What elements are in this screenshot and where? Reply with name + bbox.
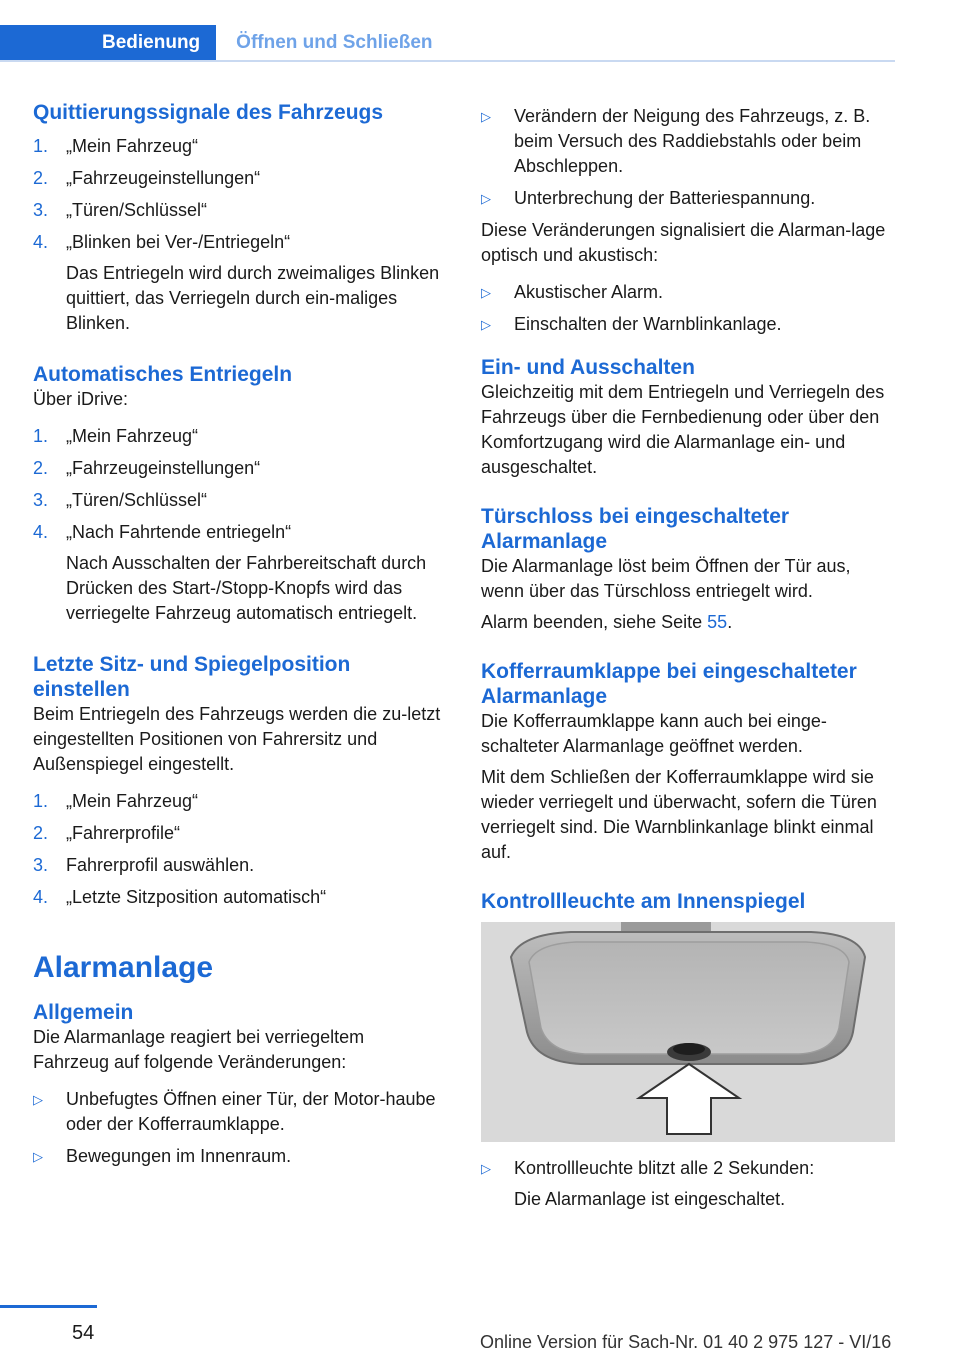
section-title: Kontrollleuchte am Innenspiegel: [481, 890, 806, 913]
list-item: 1. „Mein Fahrzeug“: [33, 791, 199, 811]
triangle-bullet-icon: ▷: [33, 1092, 43, 1107]
page-link[interactable]: 55: [707, 612, 728, 632]
list-item: 4. „Nach Fahrtende entriegeln“ Nach Ausschalten der Fahrbereitschaft durch Drücken des Start-/Stopp-Knopfs wird das verriegelte Fahrzeug automatisch entriegelt.: [33, 520, 443, 626]
mirror-illustration: [481, 922, 895, 1142]
list-item: ▷ Verändern der Neigung des Fahrzeugs, z. B. beim Versuch des Raddiebstahls oder beim Abschleppen.: [481, 106, 871, 176]
tab-bedienung[interactable]: Bedienung: [0, 25, 216, 61]
section-title: Letzte Sitz- und Spiegelposition einstellen: [33, 653, 351, 701]
bullet-list: [33, 1087, 443, 1169]
right-column: [481, 104, 895, 1219]
paragraph: Die Alarmanlage löst beim Öffnen der Tür aus, wenn über das Türschloss entriegelt wird.: [481, 556, 851, 601]
numbered-list: [33, 134, 443, 336]
list-item: ▷ Bewegungen im Innenraum.: [33, 1144, 443, 1169]
left-column: [33, 100, 443, 1176]
triangle-bullet-icon: ▷: [481, 109, 491, 124]
section-title: Quittierungssignale des Fahrzeugs: [33, 101, 384, 124]
bullet-list: [481, 1156, 895, 1212]
section-intro: Die Alarmanlage reagiert bei verriegeltem Fahrzeug auf folgende Veränderungen:: [33, 1027, 365, 1072]
triangle-bullet-icon: ▷: [481, 317, 491, 332]
bullet-list: [481, 104, 895, 211]
list-item: ▷ Kontrollleuchte blitzt alle 2 Sekunden: Die Alarmanlage ist eingeschaltet.: [481, 1156, 895, 1212]
list-item: 3. „Türen/Schlüssel“: [33, 200, 208, 220]
triangle-bullet-icon: ▷: [481, 285, 491, 300]
list-item: 2. „Fahrzeugeinstellungen“: [33, 458, 261, 478]
section-title: Automatisches Entriegeln: [33, 363, 293, 386]
section-title: Türschloss bei eingeschalteter Alarmanlage: [481, 505, 790, 553]
section-title: Kofferraumklappe bei eingeschalteter Alarmanlage: [481, 660, 857, 708]
list-item: 1. „Mein Fahrzeug“: [33, 136, 199, 156]
list-item: 2. „Fahrzeugeinstellungen“: [33, 168, 261, 188]
page-number: 54: [72, 1322, 95, 1344]
paragraph: Diese Veränderungen signalisiert die Alarman-lage optisch und akustisch:: [481, 220, 886, 265]
list-item: 4. „Letzte Sitzposition automatisch“: [33, 887, 327, 907]
paragraph: Gleichzeitig mit dem Entriegeln und Verriegeln des Fahrzeugs über die Fernbedienung oder über den Komfortzugang wird die Alarmanlage ein- und ausgeschaltet.: [481, 382, 885, 477]
header-divider: [0, 60, 895, 62]
header-tabs: [0, 25, 453, 61]
chapter-title: Alarmanlage: [33, 951, 214, 984]
triangle-bullet-icon: ▷: [481, 191, 491, 206]
footer-divider: [0, 1305, 97, 1308]
paragraph: Die Kofferraumklappe kann auch bei einge-schalteter Alarmanlage geöffnet werden.: [481, 711, 827, 756]
list-item: 4. „Blinken bei Ver-/Entriegeln“ Das Entriegeln wird durch zweimaliges Blinken quittiert, das Verriegeln durch ein-maliges Blinken.: [33, 230, 443, 336]
list-item: ▷ Akustischer Alarm.: [481, 280, 895, 305]
rear-view-mirror-icon: [481, 922, 895, 1142]
list-item: 3. Fahrerprofil auswählen.: [33, 855, 255, 875]
list-item: 3. „Türen/Schlüssel“: [33, 490, 208, 510]
page-reference: Alarm beenden, siehe Seite 55.: [481, 612, 733, 632]
section-intro: Über iDrive:: [33, 389, 129, 409]
list-item-detail: Die Alarmanlage ist eingeschaltet.: [514, 1189, 786, 1209]
triangle-bullet-icon: ▷: [33, 1149, 43, 1164]
paragraph: Mit dem Schließen der Kofferraumklappe wird sie wieder verriegelt und überwacht, sofern die Türen verriegelt sind. Die Warnblinkanlage blinkt einmal auf.: [481, 767, 877, 862]
list-item: 1. „Mein Fahrzeug“: [33, 426, 199, 446]
section-title: Ein- und Ausschalten: [481, 356, 695, 379]
numbered-list: [33, 424, 443, 626]
list-item-detail: Das Entriegeln wird durch zweimaliges Blinken quittiert, das Verriegeln durch ein-maliges Blinken.: [66, 263, 440, 333]
tab-oeffnen-schliessen[interactable]: Öffnen und Schließen: [236, 32, 433, 53]
numbered-list: [33, 789, 443, 910]
bullet-list: [481, 280, 895, 337]
list-item: ▷ Unbefugtes Öffnen einer Tür, der Motor-haube oder der Kofferraumklappe.: [33, 1089, 436, 1134]
footer-text: Online Version für Sach-Nr. 01 40 2 975 127 - VI/16: [480, 1332, 892, 1352]
triangle-bullet-icon: ▷: [481, 1161, 491, 1176]
list-item: ▷ Unterbrechung der Batteriespannung.: [481, 186, 895, 211]
list-item-detail: Nach Ausschalten der Fahrbereitschaft durch Drücken des Start-/Stopp-Knopfs wird das verriegelte Fahrzeug automatisch entriegelt.: [66, 553, 427, 623]
list-item: 2. „Fahrerprofile“: [33, 823, 181, 843]
section-intro: Beim Entriegeln des Fahrzeugs werden die zu-letzt eingestellten Positionen von Fahrersitz und Außenspiegel eingestellt.: [33, 704, 441, 774]
section-title: Allgemein: [33, 1001, 134, 1024]
list-item: ▷ Einschalten der Warnblinkanlage.: [481, 312, 895, 337]
